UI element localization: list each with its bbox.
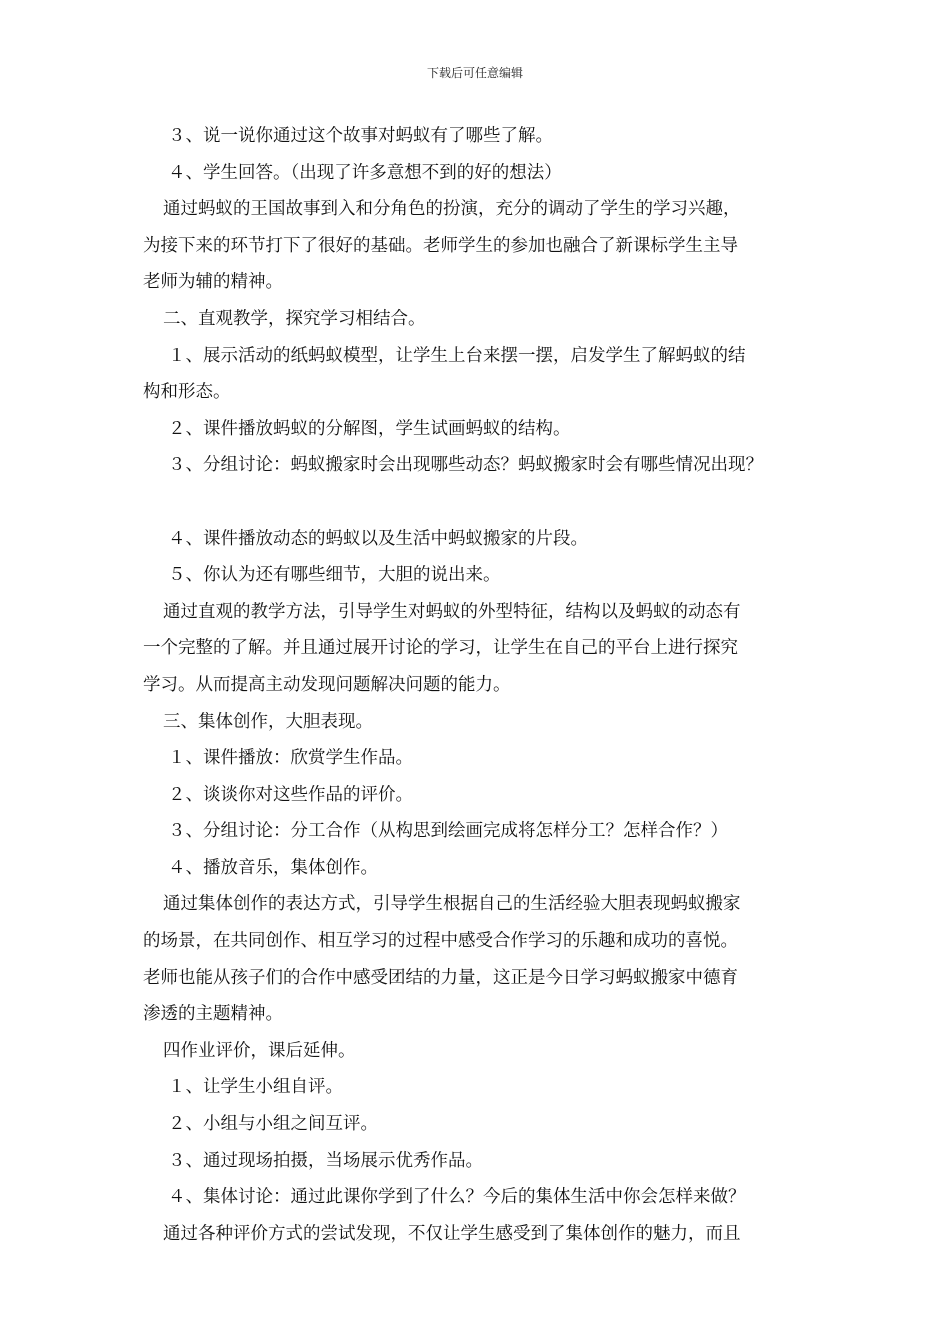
paragraph-line: 的场景，在共同创作、相互学习的过程中感受合作学习的乐趣和成功的喜悦。 [143, 931, 738, 952]
section-heading: 四作业评价，课后延伸。 [163, 1040, 356, 1061]
page-header: 下载后可任意编辑 [426, 66, 523, 80]
paragraph-line: 渗透的主题精神。 [143, 1004, 283, 1025]
paragraph-line: 为接下来的环节打下了很好的基础。老师学生的参加也融合了新课标学生主导 [143, 235, 738, 256]
paragraph-line: 通过各种评价方式的尝试发现，不仅让学生感受到了集体创作的魅力，而且 [163, 1223, 741, 1244]
list-item: ４、学生回答。（出现了许多意想不到的好的想法） [168, 162, 562, 183]
paragraph-line: 通过蚂蚁的王国故事到入和分角色的扮演，充分的调动了学生的学习兴趣， [163, 199, 741, 220]
paragraph-line: 一个完整的了解。并且通过展开讨论的学习，让学生在自己的平台上进行探究 [143, 638, 738, 659]
list-item: ３、说一说你通过这个故事对蚂蚁有了哪些了解。 [168, 126, 553, 146]
paragraph-line: 构和形态。 [143, 382, 231, 403]
list-item: ３、分组讨论：蚂蚁搬家时会出现哪些动态？蚂蚁搬家时会有哪些情况出现？ [168, 455, 763, 476]
list-item: ４、播放音乐，集体创作。 [168, 857, 378, 878]
list-item: ４、课件播放动态的蚂蚁以及生活中蚂蚁搬家的片段。 [168, 528, 588, 549]
list-item: １、展示活动的纸蚂蚁模型，让学生上台来摆一摆，启发学生了解蚂蚁的结 [168, 345, 746, 366]
list-item: ５、你认为还有哪些细节，大胆的说出来。 [168, 565, 501, 586]
list-item: １、课件播放：欣赏学生作品。 [168, 748, 413, 769]
paragraph-line: 老师为辅的精神。 [143, 272, 283, 293]
section-heading: 三、集体创作，大胆表现。 [163, 711, 373, 732]
list-item: １、让学生小组自评。 [168, 1077, 343, 1098]
list-item: ２、小组与小组之间互评。 [168, 1114, 378, 1135]
paragraph-line: 通过直观的教学方法，引导学生对蚂蚁的外型特征，结构以及蚂蚁的动态有 [163, 601, 741, 622]
list-item: ３、分组讨论：分工合作（从构思到绘画完成将怎样分工？怎样合作？） [168, 821, 728, 842]
blank-line [143, 484, 823, 521]
list-item: ３、通过现场拍摄，当场展示优秀作品。 [168, 1150, 483, 1171]
paragraph-line: 老师也能从孩子们的合作中感受团结的力量，这正是今日学习蚂蚁搬家中德育 [143, 967, 738, 988]
document-body [143, 118, 823, 1252]
section-heading: 二、直观教学，探究学习相结合。 [163, 308, 426, 329]
paragraph-line: 通过集体创作的表达方式，引导学生根据自己的生活经验大胆表现蚂蚁搬家 [163, 894, 741, 915]
list-item: ４、集体讨论：通过此课你学到了什么？今后的集体生活中你会怎样来做？ [168, 1187, 746, 1208]
list-item: ２、谈谈你对这些作品的评价。 [168, 784, 413, 805]
list-item: ２、课件播放蚂蚁的分解图，学生试画蚂蚁的结构。 [168, 418, 571, 439]
paragraph-line: 学习。从而提高主动发现问题解决问题的能力。 [143, 674, 511, 695]
